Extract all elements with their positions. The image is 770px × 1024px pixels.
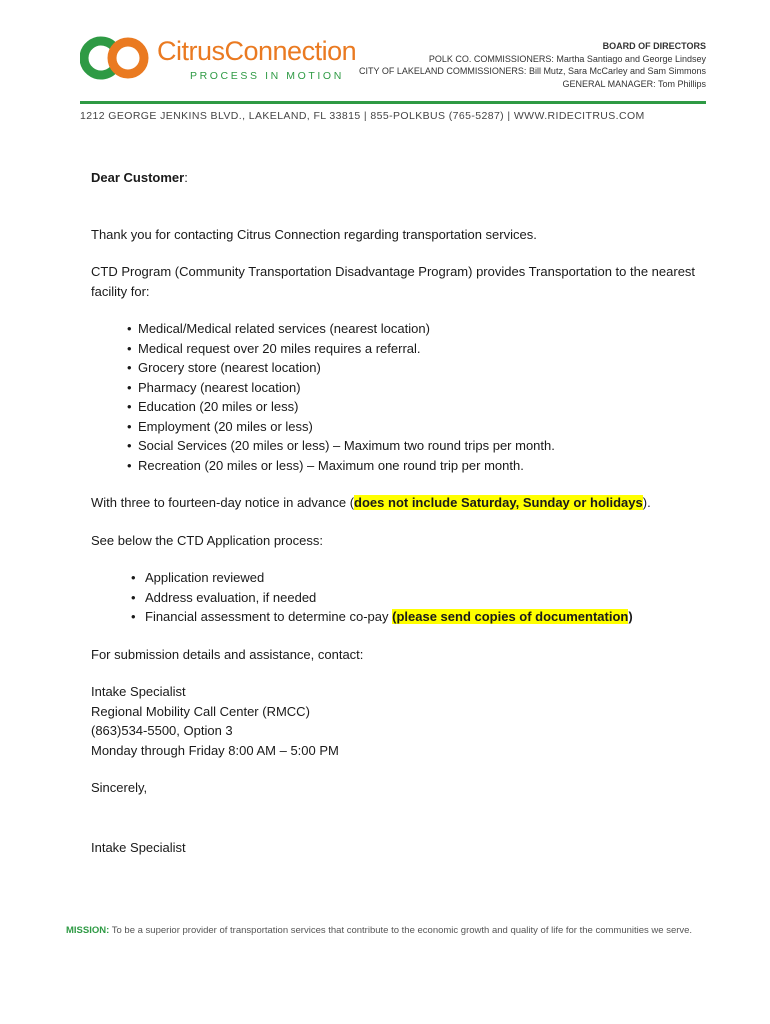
citrus-connection-logo (80, 30, 380, 90)
board-title: BOARD OF DIRECTORS (602, 41, 706, 51)
brand-name: CitrusConnection (157, 36, 357, 66)
city-label: CITY OF LAKELAND COMMISSIONERS: (359, 66, 527, 76)
process-last-end: ) (628, 609, 633, 624)
list-item (131, 607, 711, 627)
polk-names: Martha Santiago and George Lindsey (556, 53, 706, 64)
list-item: • Application reviewed (131, 568, 711, 588)
board-of-directors (359, 40, 706, 90)
contact-hours: Monday through Friday 8:00 AM – 5:00 PM (91, 742, 339, 758)
notice-text: With three to fourteen-day notice in advance ( (91, 495, 355, 510)
greeting-line (91, 168, 711, 188)
program-paragraph: CTD Program (Community Transportation Disadvantage Program) provides Transportation to the nearest facility for: (91, 264, 696, 299)
list-item: • Medical request over 20 miles requires a referral. (127, 339, 711, 359)
process-list (91, 568, 711, 627)
services-list (91, 319, 711, 475)
closing: Sincerely, (91, 780, 148, 795)
letter-body (91, 168, 711, 857)
contact-phone: (863)534-5500, Option 3 (91, 723, 233, 738)
contact-center: Regional Mobility Call Center (RMCC) (91, 703, 310, 719)
logo-rings-icon (80, 32, 152, 84)
list-item: • Grocery store (nearest location) (127, 358, 711, 378)
contact-title: Intake Specialist (91, 684, 186, 699)
header-divider (80, 101, 706, 104)
list-item: • Recreation (20 miles or less) – Maximum one round trip per month. (127, 456, 711, 476)
polk-label: POLK CO. COMMISSIONERS: (428, 53, 554, 64)
contact-intro: For submission details and assistance, contact: (91, 646, 364, 662)
greeting: Dear Customer (91, 170, 185, 185)
mission-statement (66, 925, 692, 936)
brand-tagline: PROCESS IN MOTION (190, 70, 344, 82)
process-highlight: (please send copies of documentation (392, 609, 629, 624)
board-polk-line (359, 53, 706, 66)
mission-label: MISSION: (66, 925, 110, 936)
list-item: • Address evaluation, if needed (131, 588, 711, 608)
signature: Intake Specialist (91, 839, 186, 855)
list-item: • Pharmacy (nearest location) (127, 378, 711, 398)
board-city-line (359, 65, 706, 78)
notice-highlight: does not include Saturday, Sunday or holidays (354, 495, 643, 510)
gm-name: Tom Phillips (657, 78, 706, 89)
header-address: 1212 GEORGE JENKINS BLVD., LAKELAND, FL 33815 | 855-POLKBUS (765-5287) | WWW.RIDECITRUS.COM (80, 110, 645, 122)
mission-text: To be a superior provider of transportation services that contribute to the economic growth and quality of life for the communities we serve. (109, 925, 693, 936)
process-last-text: Financial assessment to determine co-pay (145, 609, 393, 624)
list-item: • Education (20 miles or less) (127, 397, 711, 417)
notice-end: ). (642, 495, 651, 510)
list-item: • Employment (20 miles or less) (127, 417, 711, 437)
board-gm-line (359, 78, 706, 91)
process-intro: See below the CTD Application process: (91, 532, 323, 548)
list-item: • Medical/Medical related services (nearest location) (127, 319, 711, 339)
gm-label: GENERAL MANAGER: (562, 78, 656, 89)
notice-paragraph (91, 493, 711, 513)
list-item: • Social Services (20 miles or less) – Maximum two round trips per month. (127, 436, 711, 456)
intro-paragraph: Thank you for contacting Citrus Connection regarding transportation services. (91, 226, 537, 242)
greeting-punct: : (184, 170, 188, 185)
city-names: Bill Mutz, Sara McCarley and Sam Simmons (528, 66, 706, 76)
